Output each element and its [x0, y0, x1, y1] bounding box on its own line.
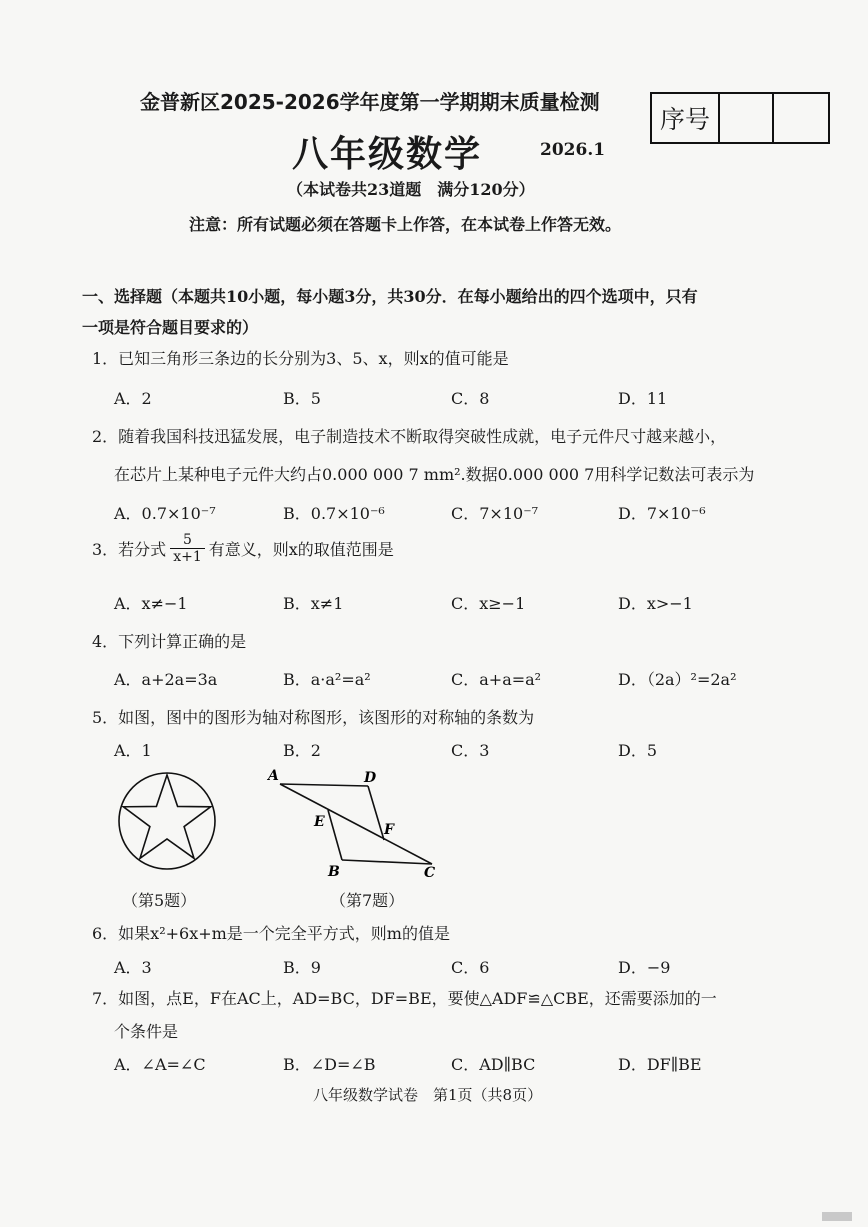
exam-subject: 八年级数学 [292, 134, 483, 175]
segment-ad [280, 784, 368, 786]
q3-option-b: B．x≠1 [283, 594, 344, 613]
q7-option-b: B．∠D=∠B [283, 1055, 376, 1074]
segment-eb [328, 810, 342, 860]
segment-bc [342, 860, 432, 864]
q3-prefix: 3．若分式 [92, 540, 167, 559]
question-5-stem: 5．如图，图中的图形为轴对称图形，该图形的对称轴的条数为 [92, 708, 535, 727]
figure-7-triangles [262, 764, 442, 882]
q1-option-b: B．5 [283, 389, 321, 408]
q6-option-c: C．6 [451, 958, 490, 977]
q3-option-d: D．x>−1 [618, 594, 693, 613]
q2-option-c: C．7×10⁻⁷ [451, 504, 539, 523]
serial-number-box [650, 92, 830, 144]
q3-option-a: A．x≠−1 [114, 594, 188, 613]
question-1-stem: 1．已知三角形三条边的长分别为3、5、x，则x的值可能是 [92, 349, 509, 368]
q6-option-a: A．3 [114, 958, 152, 977]
q3-fraction [170, 532, 205, 565]
question-2-line2: 在芯片上某种电子元件大约占0.000 000 7 mm².数据0.000 000 7用科学记数法可表示为 [114, 465, 755, 484]
q4-option-c: C．a+a=a² [451, 670, 542, 689]
section-heading-line1: 一、选择题（本题共10小题，每小题3分，共30分．在每小题给出的四个选项中，只有 [82, 287, 698, 306]
serial-cell [774, 94, 826, 142]
page-footer: 八年级数学试卷 第1页（共8页） [313, 1086, 543, 1104]
point-label-c: C [424, 865, 436, 881]
figure-5-caption: （第5题） [122, 891, 197, 910]
point-label-a: A [268, 768, 279, 784]
exam-scope: （本试卷共23道题 满分120分） [287, 180, 535, 199]
q7-option-d: D．DF∥BE [618, 1055, 702, 1074]
q2-option-a: A．0.7×10⁻⁷ [114, 504, 216, 523]
serial-label: 序号 [652, 94, 720, 142]
question-2-line1: 2．随着我国科技迅猛发展，电子制造技术不断取得突破性成就，电子元件尺寸越来越小， [92, 427, 727, 446]
q2-option-d: D．7×10⁻⁶ [618, 504, 706, 523]
section-heading-line2: 一项是符合题目要求的） [82, 318, 259, 337]
question-7-line1: 7．如图，点E，F在AC上，AD=BC，DF=BE，要使△ADF≌△CBE，还需要添加的一 [92, 989, 717, 1008]
question-6-stem: 6．如果x²+6x+m是一个完全平方式，则m的值是 [92, 924, 450, 943]
q7-option-c: C．AD∥BC [451, 1055, 536, 1074]
point-label-f: F [384, 822, 394, 838]
question-4-stem: 4．下列计算正确的是 [92, 632, 247, 651]
exam-notice: 注意：所有试题必须在答题卡上作答，在本试卷上作答无效。 [189, 215, 622, 234]
q4-option-d: D．（2a）²=2a² [618, 670, 737, 689]
question-3-stem [92, 532, 394, 565]
q4-option-b: B．a·a²=a² [283, 670, 371, 689]
school-title: 金普新区2025-2026学年度第一学期期末质量检测 [140, 90, 600, 114]
q3-numerator: 5 [170, 532, 205, 549]
q1-option-d: D．11 [618, 389, 668, 408]
q5-option-a: A．1 [114, 741, 152, 760]
q2-option-b: B．0.7×10⁻⁶ [283, 504, 385, 523]
q6-option-d: D．−9 [618, 958, 671, 977]
q5-option-b: B．2 [283, 741, 321, 760]
q3-option-c: C．x≥−1 [451, 594, 526, 613]
circle-shape [119, 773, 215, 869]
exam-date: 2026.1 [540, 140, 606, 160]
star-shape [123, 775, 210, 858]
point-label-d: D [364, 770, 377, 786]
q3-suffix: 有意义，则x的取值范围是 [208, 540, 394, 559]
q5-option-d: D．5 [618, 741, 658, 760]
q1-option-c: C．8 [451, 389, 490, 408]
q4-option-a: A．a+2a=3a [114, 670, 218, 689]
point-label-e: E [314, 814, 325, 830]
q3-denominator: x+1 [173, 549, 202, 565]
q7-option-a: A．∠A=∠C [114, 1055, 206, 1074]
q6-option-b: B．9 [283, 958, 321, 977]
segment-ac [280, 784, 432, 864]
figure-7-caption: （第7题） [330, 891, 405, 910]
q1-option-a: A．2 [114, 389, 152, 408]
figure-5-star-in-circle [116, 770, 218, 872]
scanner-watermark [822, 1212, 852, 1221]
point-label-b: B [328, 864, 340, 880]
question-7-line2: 个条件是 [114, 1022, 179, 1041]
serial-cell [720, 94, 774, 142]
q5-option-c: C．3 [451, 741, 490, 760]
